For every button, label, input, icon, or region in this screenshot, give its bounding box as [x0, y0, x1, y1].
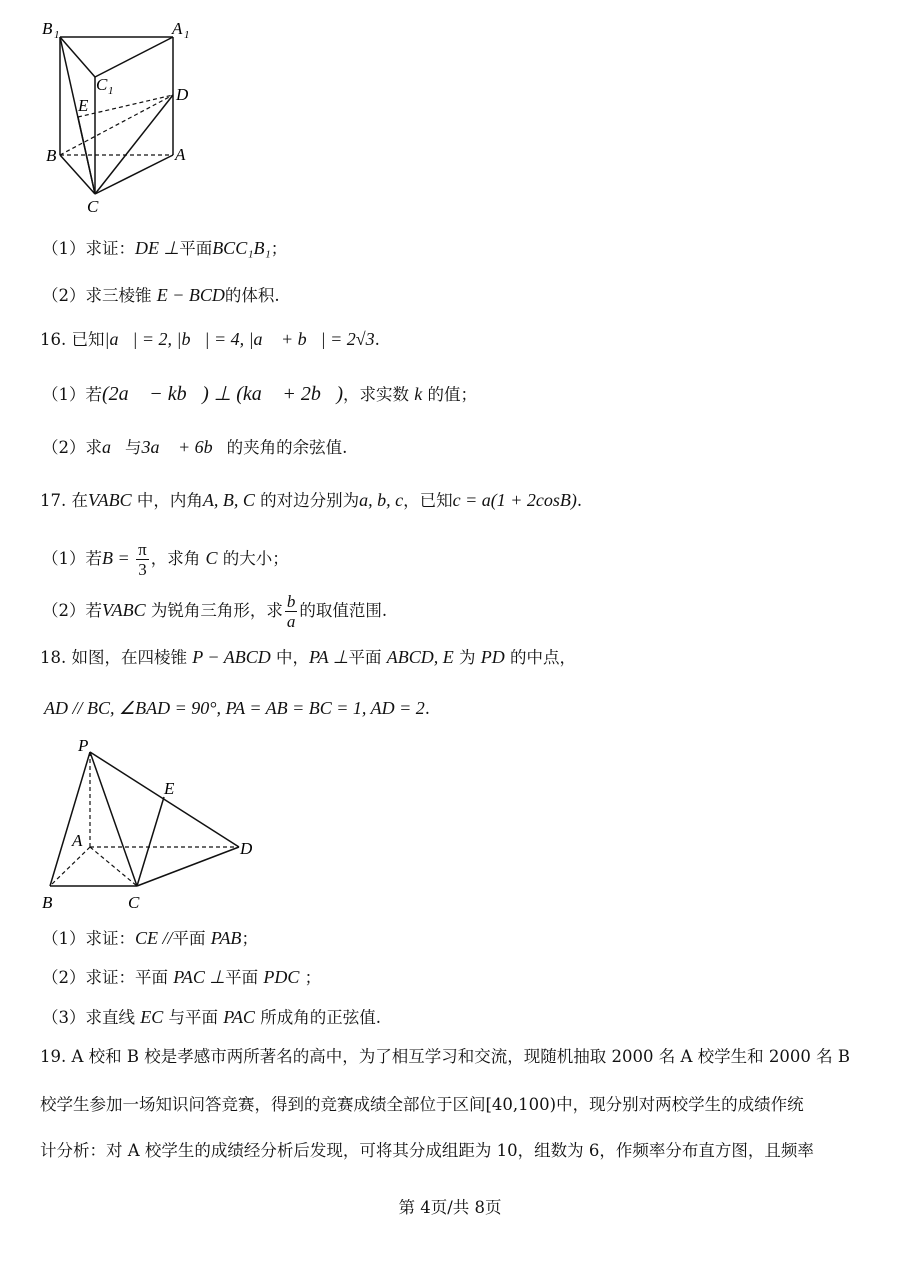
q18-part2: （2）求证：平面 PAC ⊥平面 PDC ；: [42, 967, 322, 987]
label-c1: C: [96, 75, 108, 94]
label-c1-sub: 1: [108, 85, 114, 97]
label-d: D: [176, 85, 189, 104]
pyramid-figure: [36, 734, 266, 914]
label-c2: C: [128, 893, 140, 912]
label-a1: A: [172, 19, 183, 38]
label-a: A: [175, 145, 186, 164]
prism-figure: [38, 12, 238, 227]
q16-part1: （1）若(2a⃗ − kb⃗) ⊥ (ka⃗ + 2b⃗)，求实数 k 的值；: [42, 383, 478, 405]
q16-stem: 16. 已知|a⃗| = 2, |b⃗| = 4, |a⃗ + b⃗| = 2√3.: [40, 329, 380, 349]
q17-stem: 17. 在VABC 中，内角A, B, C 的对边分别为a, b, c，已知c = a(1 + 2cosB).: [40, 490, 583, 510]
label-d2: D: [240, 839, 253, 858]
label-b1: B: [42, 19, 53, 38]
q19-line3: 计分析：对 A 校学生的成绩经分析后发现，可将其分成组距为 10，组数为 6，作频率分布直方图，且频率: [40, 1141, 814, 1160]
q18-conditions: AD // BC, ∠BAD = 90°, PA = AB = BC = 1, AD = 2.: [44, 698, 430, 718]
q19-line1: 19. A 校和 B 校是孝感市两所著名的高中，为了相互学习和交流，现随机抽取 2000 名 A 校学生和 2000 名 B: [40, 1047, 850, 1066]
q17-part2: （2）若VABC 为锐角三角形，求 $\frac{b}{a}$ 的取值范围.: [42, 592, 388, 631]
label-b1-sub: 1: [54, 29, 60, 41]
label-b: B: [46, 146, 57, 165]
label-c: C: [87, 197, 99, 216]
label-p: P: [78, 736, 89, 755]
q17-part1: （1）若B = $\frac{\pi}{3}$ ，求角 C 的大小；: [42, 540, 289, 579]
page-footer: 第 4页/共 8页: [398, 1198, 502, 1217]
label-b2: B: [42, 893, 53, 912]
q19-line2: 校学生参加一场知识问答竞赛，得到的竞赛成绩全部位于区间[40,100)中，现分别对两校学生的成绩作统: [40, 1095, 804, 1114]
label-a2: A: [72, 831, 83, 850]
label-a1-sub: 1: [184, 29, 190, 41]
q18-part3: （3）求直线 EC 与平面 PAC 所成角的正弦值.: [42, 1007, 381, 1027]
q15-part1: （1）求证：DE ⊥平面BCC₁B₁；: [42, 238, 288, 258]
label-e: E: [78, 96, 89, 115]
q18-part1: （1）求证：CE //平面 PAB；: [42, 928, 258, 948]
label-e2: E: [164, 779, 175, 798]
q16-part2: （2）求a⃗与3a⃗ + 6b⃗的夹角的余弦值.: [42, 437, 348, 457]
q18-stem: 18. 如图，在四棱锥 P − ABCD 中，PA ⊥平面 ABCD, E 为 PD 的中点，: [40, 647, 577, 667]
q15-part2: （2）求三棱锥 E − BCD的体积.: [42, 285, 280, 305]
